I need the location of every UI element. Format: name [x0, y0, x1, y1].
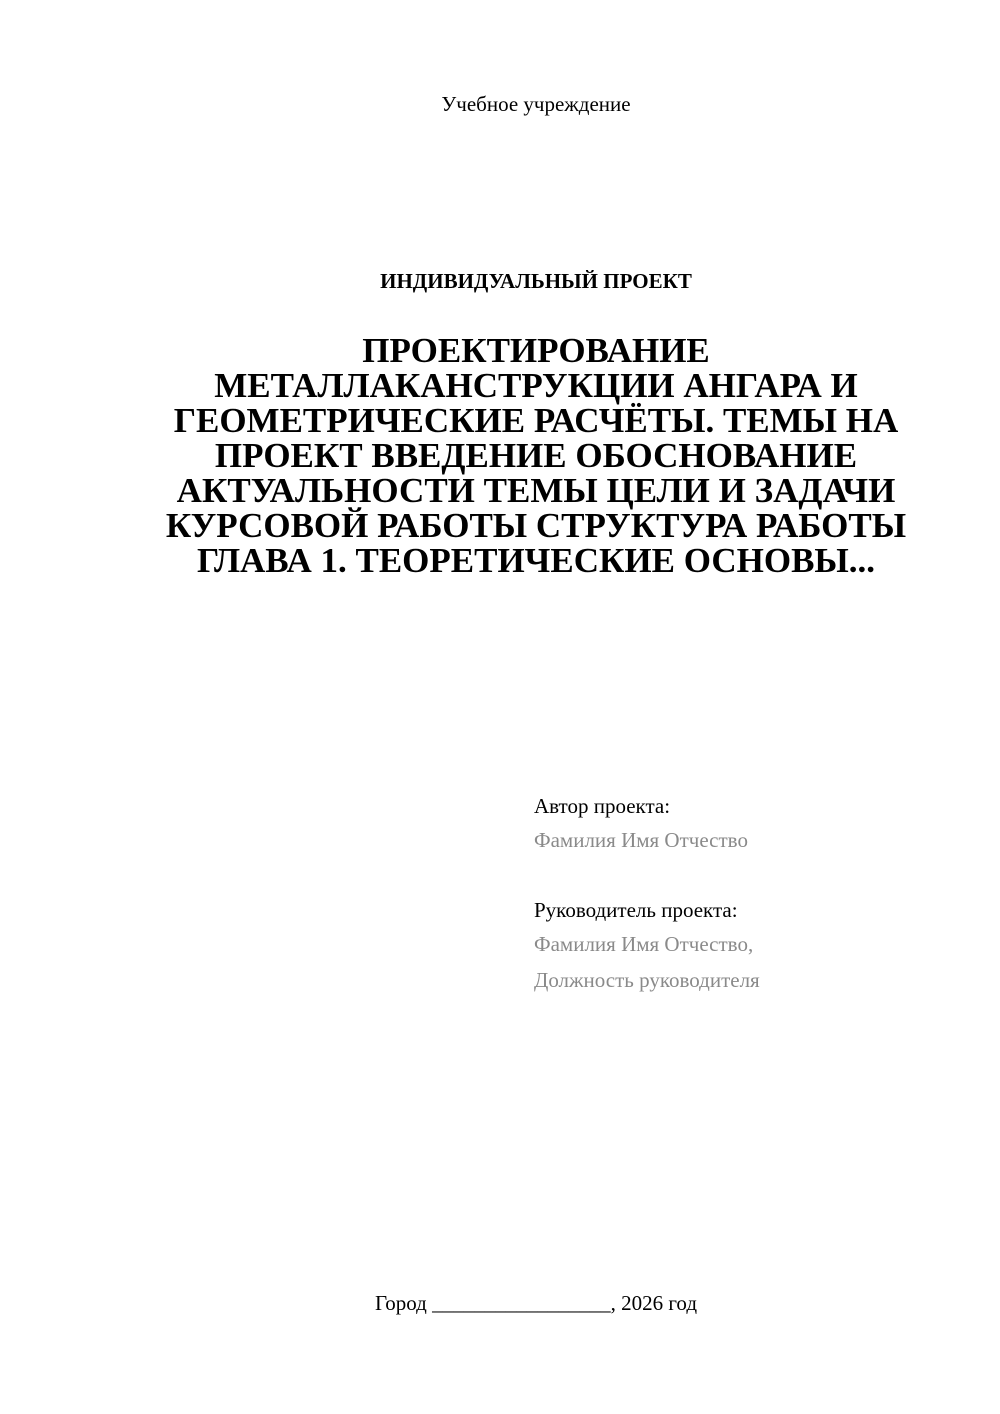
project-type: ИНДИВИДУАЛЬНЫЙ ПРОЕКТ — [380, 269, 692, 293]
author-label: Автор проекта: — [534, 794, 671, 818]
signature-spacer — [534, 858, 974, 894]
project-title: ПРОЕКТИРОВАНИЕ МЕТАЛЛАКАНСТРУКЦИИ АНГАРА И ГЕОМЕТРИЧЕСКИЕ РАСЧЁТЫ. ТЕМЫ НА ПРОЕКТ ВВЕДЕНИЕ ОБОСНОВАНИЕ АКТУАЛЬНОСТИ ТЕМЫ ЦЕЛИ И ЗАДАЧИ КУРСОВОЙ РАБОТЫ СТРУКТУРА РАБОТЫ ГЛАВА 1. ТЕОРЕТИЧЕСКИЕ ОСНОВЫ... — [165, 331, 907, 580]
institution-name: Учебное учреждение — [441, 92, 631, 116]
supervisor-label: Руководитель проекта: — [534, 898, 738, 922]
city-year-footer: Город _________________, 2026 год — [374, 1291, 698, 1315]
supervisor-position: Должность руководителя — [534, 968, 760, 992]
author-name: Фамилия Имя Отчество — [534, 828, 748, 852]
signature-block — [534, 790, 974, 998]
supervisor-name: Фамилия Имя Отчество, — [534, 932, 754, 956]
